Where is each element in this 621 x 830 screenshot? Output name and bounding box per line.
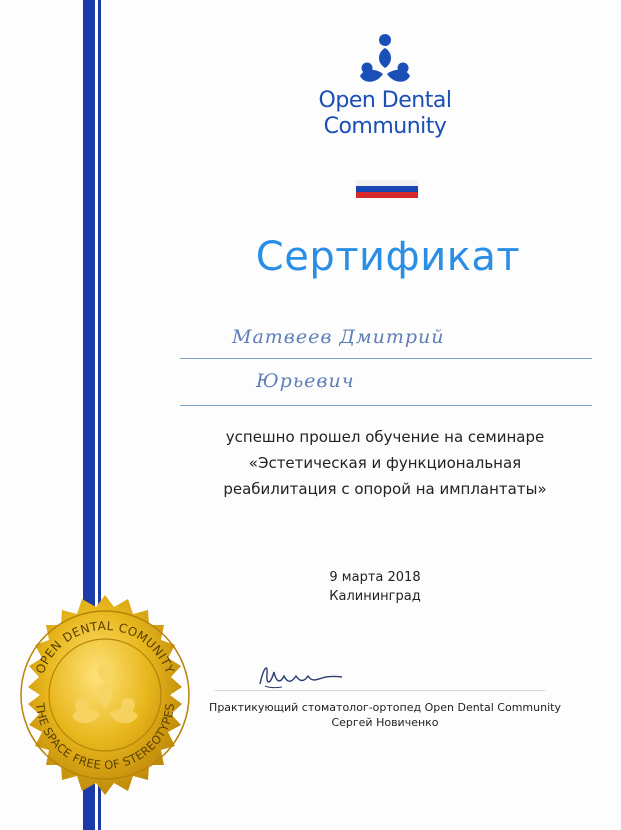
gold-seal-icon (0, 590, 210, 800)
seal-text-bottom: THE SPACE FREE OF STEREOTYPES (33, 702, 177, 773)
russian-flag-icon (356, 180, 418, 198)
event-info (300, 568, 450, 606)
certificate-body (195, 424, 575, 502)
signer-name: Сергей Новиченко (331, 716, 439, 729)
logo (300, 30, 470, 140)
signer-block (180, 700, 590, 730)
recipient-name-line2: Юрьевич (256, 370, 355, 392)
signer-role: Практикующий стоматолог-ортопед Open Dental Community (209, 701, 561, 714)
body-line-2: «Эстетическая и функциональная (248, 454, 522, 472)
event-date: 9 марта 2018 (329, 570, 421, 585)
name-underline-1 (180, 358, 592, 359)
name-underline-2 (180, 405, 592, 406)
logo-text-line1: Open Dental (318, 88, 452, 113)
recipient-name-line1: Матвеев Дмитрий (232, 326, 445, 348)
people-circle-logo-icon (354, 30, 416, 88)
body-line-3: реабилитация с опорой на имплантаты» (223, 480, 547, 498)
event-city: Калининград (329, 589, 421, 604)
logo-text-line2: Community (323, 114, 447, 139)
signature-line (215, 690, 545, 691)
certificate-title: Сертификат (255, 234, 521, 280)
seal-text-top: OPEN DENTAL COMUNITY (32, 618, 178, 676)
handwritten-signature (256, 660, 346, 692)
body-line-1: успешно прошел обучение на семинаре (225, 428, 545, 446)
